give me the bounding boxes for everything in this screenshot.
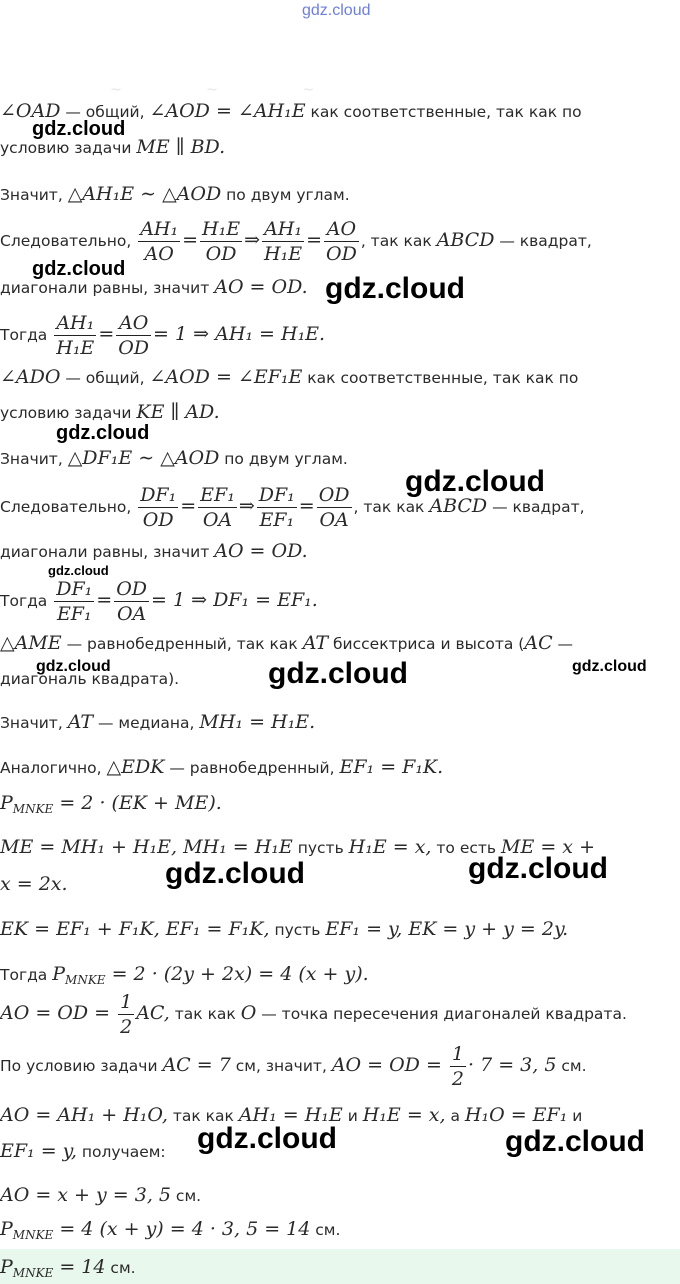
text: так как [169,1005,241,1023]
denominator: OD [142,509,174,531]
text: — общий, [60,103,150,121]
fraction [138,483,178,532]
line-23 [0,1042,587,1091]
text: и [342,1107,363,1125]
text: получаем: [76,1143,166,1161]
math-expr: AH₁ = H₁E [238,1104,343,1126]
math-expr: ABCD [436,229,495,251]
numerator: AH₁ [262,217,304,242]
text: Следовательно, [0,498,137,516]
math-expr: H₁E = x, [348,836,432,858]
denominator: 2 [120,1016,133,1038]
watermark: gdz.cloud [268,657,408,690]
line-17 [0,792,222,816]
text: по двум углам. [221,186,350,204]
denominator: EF₁ [56,603,92,625]
text: Аналогично, [0,759,107,777]
fraction [118,990,134,1039]
line-27 [0,1218,340,1242]
math-expr: AT [67,711,94,733]
line-9 [0,447,348,469]
numerator: DF₁ [56,578,93,600]
line-22 [0,990,627,1039]
text: — равнобедренный, [164,759,340,777]
math-expr: AC [524,632,553,654]
text: см. [171,1187,202,1205]
fraction [262,217,304,266]
text: биссектриса и высота ( [328,635,525,653]
math-expr: ME = MH₁ + H₁E, MH₁ = H₁E [0,836,293,858]
math-expr: = 14 [53,1256,106,1278]
math-expr: = [298,495,315,517]
denominator: OD [118,337,150,359]
fraction [200,217,242,266]
watermark: gdz.cloud [197,1122,337,1155]
fraction [317,483,352,532]
text: по двум углам. [219,450,348,468]
text: — [552,635,574,653]
line-20 [0,918,568,940]
math-expr: △DF₁E ∼ △AOD [67,447,220,469]
text: как соответственные, так как по [302,369,579,387]
denominator: OA [116,603,147,625]
math-subscript: MNKE [65,973,106,988]
math-expr: ⇒ [244,229,261,251]
text: см, значит, [230,1057,332,1075]
text: пусть [292,839,349,857]
line-16 [0,756,443,778]
text: условию задачи [0,404,137,422]
math-expr: H₁E = x, [362,1104,446,1126]
text: так как [167,1107,239,1125]
numerator: AO [324,217,359,242]
text: см. [310,1221,341,1239]
math-expr: EF₁ = y, [0,1140,77,1162]
fraction [257,483,297,532]
watermark: gdz.cloud [48,563,109,578]
fraction [138,217,180,266]
text: см. [556,1057,587,1075]
numerator: DF₁ [258,484,295,506]
math-expr: ME = x + [500,836,595,858]
line-7 [0,366,578,388]
fraction [54,577,94,626]
text: условию задачи [0,139,137,157]
numerator: H₁E [202,218,241,240]
math-expr: O [240,1002,257,1024]
math-expr: ⇒ [238,495,255,517]
denominator: H₁E [264,243,303,265]
text: Значит, [0,714,68,732]
denominator: OA [319,509,349,531]
math-expr: ME ∥ BD. [136,136,226,158]
watermark: gdz.cloud [165,857,305,890]
line-13 [0,632,573,654]
watermark: gdz.cloud [56,422,150,444]
line-26 [0,1184,201,1206]
watermark: gdz.cloud [32,118,126,140]
line-12 [0,577,318,626]
line-3 [0,183,350,205]
fraction [114,577,149,626]
math-expr: H₁O = EF₁ [464,1104,568,1126]
math-expr: AO = AH₁ + H₁O, [0,1104,168,1126]
math-expr: EF₁ = y, EK = y + y = 2y. [325,918,569,940]
denominator: OA [202,509,233,531]
text: — квадрат, [494,232,592,250]
line-11 [0,540,308,562]
numerator: AH₁ [54,311,96,336]
line-6 [0,311,325,360]
denominator: H₁E [56,337,95,359]
numerator: 1 [120,991,133,1013]
math-expr: P [0,1256,13,1278]
header-watermark: gdz.cloud [302,2,371,19]
denominator: EF₁ [259,509,295,531]
text: — общий, [60,369,150,387]
math-expr: AO = OD. [214,540,308,562]
denominator: AO [144,243,174,265]
line-21 [0,963,369,987]
math-expr: AO = OD. [214,276,308,298]
text: , так как [360,232,437,250]
numerator: DF₁ [140,484,177,506]
text: — точка пересечения диагоналей квадрата. [256,1005,627,1023]
fraction [116,311,151,360]
line-25 [0,1140,166,1162]
numerator: EF₁ [200,484,235,506]
text: пусть [269,921,326,939]
text: Тогда [0,326,53,344]
fraction [54,311,96,360]
denominator: OD [326,243,357,265]
math-expr: EF₁ = F₁K. [339,756,444,778]
watermark: gdz.cloud [36,658,111,675]
math-expr: P [0,1218,13,1240]
math-expr: · 7 = 3, 5 [468,1054,557,1076]
math-subscript: MNKE [12,1266,54,1281]
numerator: AO [116,311,151,336]
math-expr: KE ∥ AD. [136,401,220,423]
watermark: gdz.cloud [505,1125,645,1158]
math-expr: AT [302,632,329,654]
math-expr: △AME [0,632,62,654]
text: как соответственные, так как по [305,103,582,121]
math-expr: △AH₁E ∼ △AOD [67,183,222,205]
text: Тогда [0,966,53,984]
line-15 [0,711,315,733]
math-expr: MH₁ = H₁E. [199,711,316,733]
line-19 [0,873,68,895]
math-expr: = [180,495,197,517]
text: — равнобедренный, так как [61,635,303,653]
math-expr: AC = 7 [162,1054,231,1076]
text: Значит, [0,186,68,204]
text: , так как [353,498,430,516]
math-expr: = 1 ⇒ DF₁ = EF₁. [151,589,318,611]
math-expr: AO = x + y = 3, 5 [0,1184,171,1206]
math-expr: = 2 · (2y + 2x) = 4 (x + y). [105,963,369,985]
math-expr: ∠AOD = ∠EF₁E [149,366,303,388]
answer-line [0,1256,136,1280]
fraction [450,1042,466,1091]
math-expr: x = 2x. [0,873,68,895]
text: Следовательно, [0,232,137,250]
text: — квадрат, [487,498,585,516]
math-expr: EK = EF₁ + F₁K, EF₁ = F₁K, [0,918,270,940]
math-expr: = [306,229,322,251]
watermark: gdz.cloud [468,852,608,885]
math-expr: = 4 (x + y) = 4 · 3, 5 = 14 [53,1218,311,1240]
numerator: OD [318,484,350,506]
math-expr: ∠ADO [0,366,61,388]
math-subscript: MNKE [12,802,54,817]
watermark: gdz.cloud [325,272,465,305]
fraction [198,483,237,532]
text: см. [105,1259,136,1277]
text: диагональ квадрата). [0,670,180,688]
math-expr: = [182,229,199,251]
text: Значит, [0,450,68,468]
math-expr: = 2 · (EK + ME). [53,792,222,814]
numerator: 1 [451,1043,465,1065]
math-expr: = [98,323,115,345]
text: — медиана, [93,714,200,732]
denominator: 2 [451,1068,465,1090]
math-expr: = 1 ⇒ AH₁ = H₁E. [153,323,326,345]
watermark: gdz.cloud [572,658,647,675]
math-expr: P [0,792,13,814]
math-expr: AO = OD = [0,1002,117,1024]
math-expr: ∠OAD [0,100,61,122]
faded-artifact: ~ ~ ~ [110,82,355,98]
text: то есть [431,839,501,857]
math-expr: = [96,589,113,611]
math-expr: AC, [136,1002,170,1024]
math-subscript: MNKE [12,1228,54,1243]
numerator: OD [116,578,148,600]
denominator: OD [205,243,237,265]
text: диагонали равны, значит [0,543,215,561]
math-expr: ABCD [429,495,488,517]
text: и [567,1107,583,1125]
line-8 [0,401,220,423]
math-expr: ∠AOD = ∠AH₁E [149,100,306,122]
fraction [324,217,359,266]
math-expr: △EDK [106,756,165,778]
math-expr: P [52,963,66,985]
math-expr: AO = OD = [331,1054,448,1076]
watermark: gdz.cloud [32,258,126,280]
watermark: gdz.cloud [405,465,545,498]
text: По условию задачи [0,1057,163,1075]
text: диагонали равны, значит [0,279,215,297]
text: а [445,1107,465,1125]
numerator: AH₁ [140,218,179,240]
text: Тогда [0,592,53,610]
